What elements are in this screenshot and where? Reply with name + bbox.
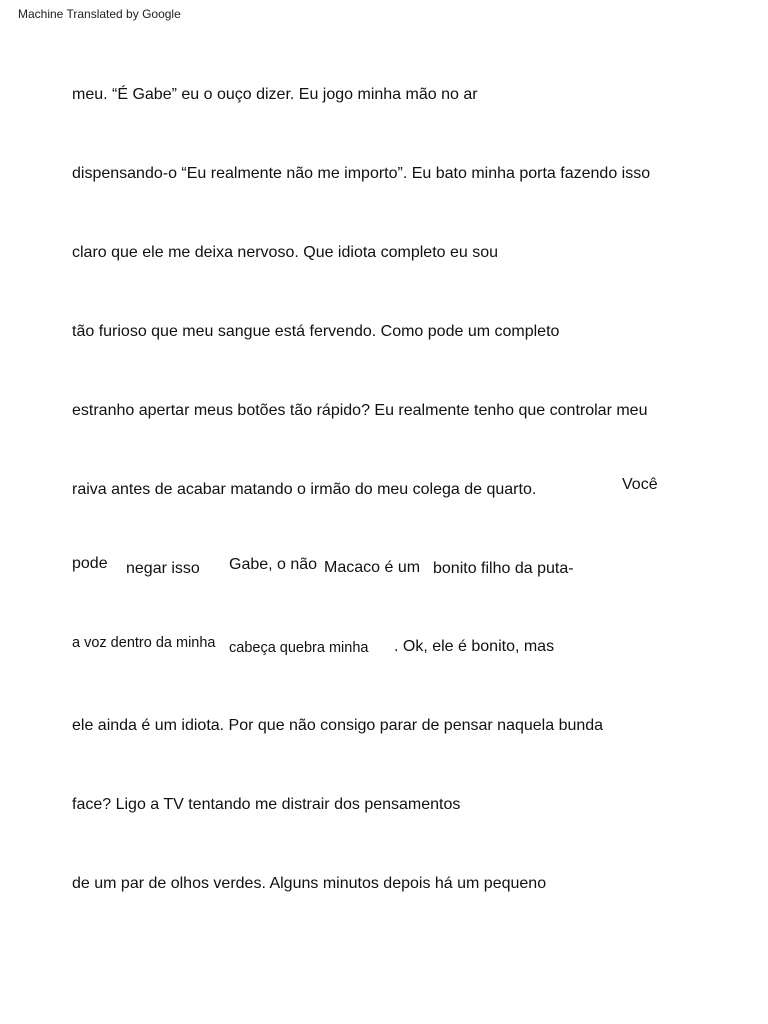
text-fragment: Gabe, o não (229, 556, 318, 573)
text-line: dispensando-o “Eu realmente não me importo”. Eu bato minha porta fazendo isso (72, 165, 651, 182)
text-fragment: Você (622, 476, 658, 493)
text-fragment: a voz dentro da minha (72, 635, 216, 651)
text-line: claro que ele me deixa nervoso. Que idiota completo eu sou (72, 244, 499, 261)
text-fragment: pode (72, 555, 108, 572)
text-fragment: Macaco é um (324, 559, 421, 576)
text-line: de um par de olhos verdes. Alguns minutos depois há um pequeno (72, 875, 547, 892)
text-line: estranho apertar meus botões tão rápido? Eu realmente tenho que controlar meu (72, 402, 648, 419)
text-fragment: bonito filho da puta- (433, 560, 574, 577)
text-fragment: cabeça quebra minha (229, 640, 369, 656)
text-fragment: negar isso (126, 560, 200, 577)
text-line: ele ainda é um idiota. Por que não consigo parar de pensar naquela bunda (72, 717, 604, 734)
text-line: meu. “É Gabe” eu o ouço dizer. Eu jogo minha mão no ar (72, 86, 478, 103)
text-fragment: . Ok, ele é bonito, mas (394, 638, 555, 655)
text-line: face? Ligo a TV tentando me distrair dos pensamentos (72, 796, 461, 813)
text-line: tão furioso que meu sangue está fervendo. Como pode um completo (72, 323, 560, 340)
text-line: raiva antes de acabar matando o irmão do meu colega de quarto. (72, 481, 537, 498)
translation-note: Machine Translated by Google (18, 7, 181, 21)
